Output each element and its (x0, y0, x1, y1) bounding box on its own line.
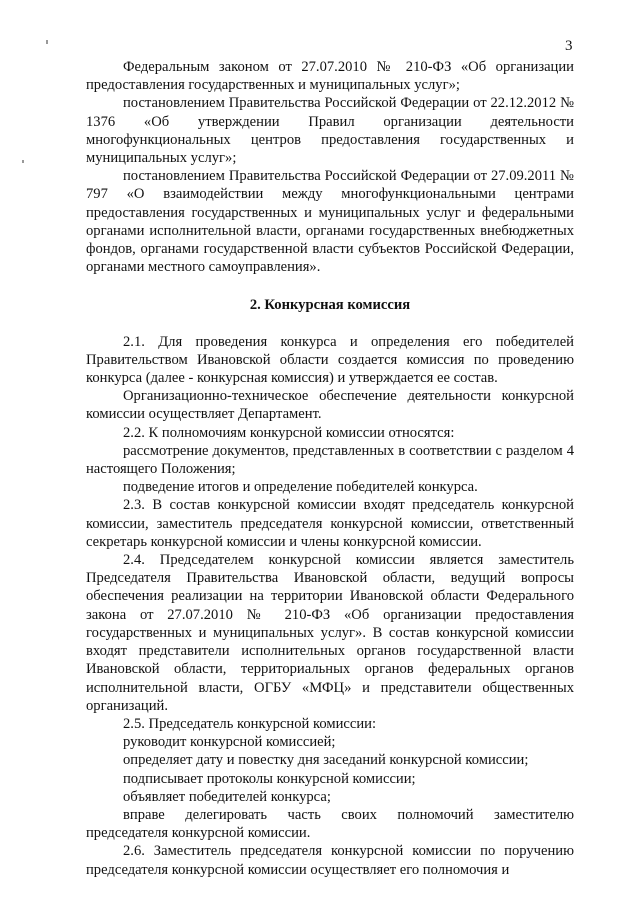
paragraph: рассмотрение документов, представленных в соответствии с разделом 4 настоящего Положения; (86, 442, 574, 478)
paragraph: Организационно-техническое обеспечение деятельности конкурсной комиссии осуществляет Департамент. (86, 388, 574, 423)
paragraph: объявляет победителей конкурса; (123, 788, 331, 805)
paragraph: постановлением Правительства Российской Федерации от 27.09.2011 № 797 «О взаимодействии между многофункциональными центрами предоставления государственных и муниципальных услуг и федеральными органами исполнительной власти, органами государственных внебюджетных фондов, органами государственной власти субъектов Российской Федерации, органами местного самоуправления». (86, 168, 574, 276)
paragraph: 2.2. К полномочиям конкурсной комиссии относятся: (123, 424, 455, 441)
paragraph: 2.1. Для проведения конкурса и определения его победителей Правительством Ивановской области создается комиссия по проведению конкурса (далее - конкурсная комиссия) и утверждается ее состав. (86, 333, 574, 387)
scan-mark (22, 160, 24, 163)
scan-mark (46, 40, 48, 44)
paragraph: 2.3. В состав конкурсной комиссии входят председатель конкурсной комиссии, заместитель председателя конкурсной комиссии, ответственный секретарь конкурсной комиссии и члены конкурсной комиссии. (86, 497, 574, 550)
paragraph: постановлением Правительства Российской Федерации от 22.12.2012 № 1376 «Об утверждении Правил организации деятельности многофункциональных центров предоставления государственных и муниципальных услуг»; (86, 95, 574, 167)
paragraph: подписывает протоколы конкурсной комиссии; (123, 770, 416, 787)
paragraph: руководит конкурсной комиссией; (123, 734, 336, 751)
paragraph: 2.4. Председателем конкурсной комиссии является заместитель Председателя Правительства Ивановской области, ведущий вопросы обеспечения реализации на территории Ивановской области Федерального закона от 27.07.2010 № 210-ФЗ «Об организации предоставления государственных и муниципальных услуг». В состав конкурсной комиссии входят представители исполнительных органов государственной власти Ивановской области, территориальных органов федеральных органов исполнительной власти, ОГБУ «МФЦ» и представители общественных организаций. (86, 552, 574, 714)
paragraph: 2.6. Заместитель председателя конкурсной комиссии по поручению председателя конкурсной комиссии осуществляет его полномочия и (86, 843, 574, 878)
paragraph: Федеральным законом от 27.07.2010 № 210-ФЗ «Об организации предоставления государственных и муниципальных услуг»; (86, 59, 574, 94)
paragraph: 2.5. Председатель конкурсной комиссии: (123, 715, 377, 732)
paragraph: вправе делегировать часть своих полномочий заместителю председателя конкурсной комиссии. (86, 806, 574, 842)
page-number: 3 (565, 38, 573, 54)
paragraph: определяет дату и повестку дня заседаний конкурсной комиссии; (123, 752, 529, 769)
paragraph: подведение итогов и определение победителей конкурса. (123, 479, 478, 496)
document-body (86, 58, 574, 879)
section-heading: 2. Конкурсная комиссия (249, 297, 411, 314)
